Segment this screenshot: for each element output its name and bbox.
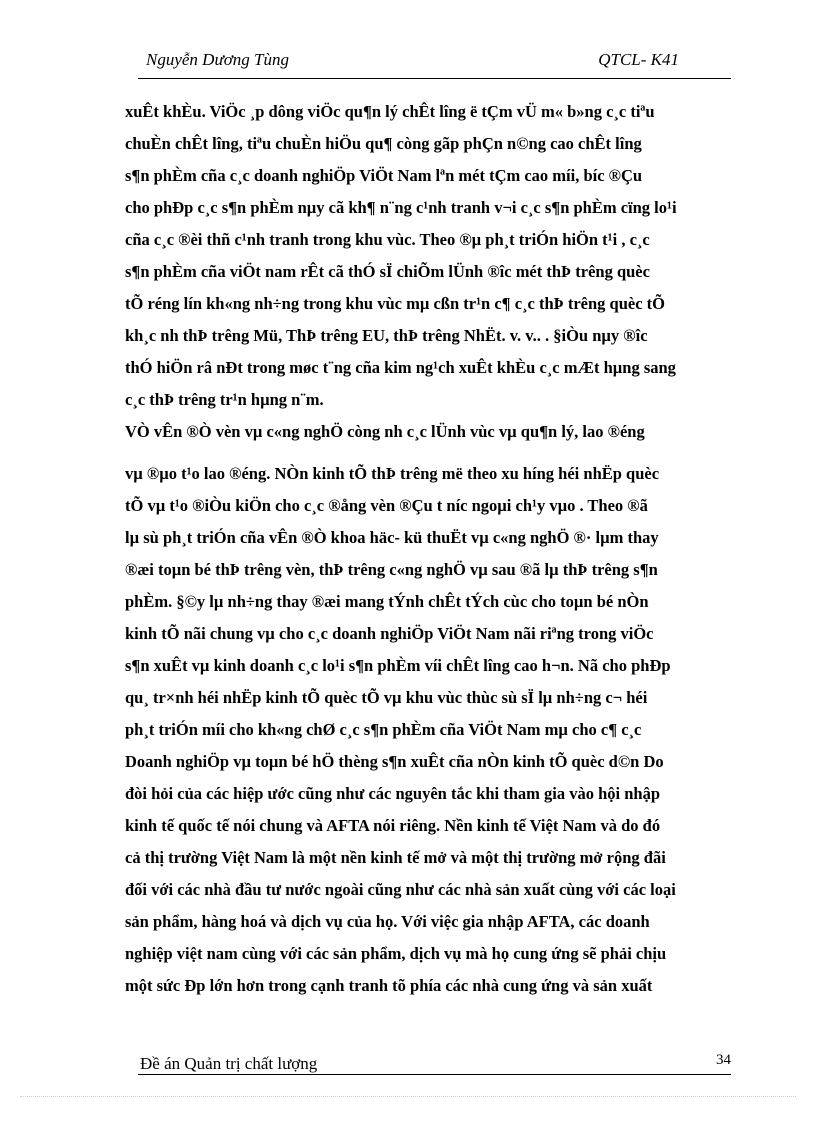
body-line: ph¸t triÓn míi cho kh«ng chØ c¸c s¶n phÈm cña ViÖt Nam mµ cho c¶ c¸c: [125, 720, 642, 739]
header-course: QTCL- K41: [598, 50, 679, 69]
body-line: sản phẩm, hàng hoá và dịch vụ của họ. Với việc gia nhập AFTA, các doanh: [125, 912, 650, 931]
body-line: tÕ vµ t¹o ®iÒu kiÖn cho c¸c ®ång vèn ®Çu t níc ngoµi ch¹y vµo . Theo ®ã: [125, 496, 648, 515]
body-line: ®æi toµn bé thÞ trêng vèn, thÞ trêng c«ng nghÖ vµ sau ®ã lµ thÞ trêng s¶n: [125, 560, 658, 579]
body-line: đòi hỏi của các hiệp ước cũng như các nguyên tắc khi tham gia vào hội nhập: [125, 784, 661, 803]
body-line: kinh tế quốc tế nói chung và AFTA nói riêng. Nền kinh tế Việt Nam và do đó: [125, 816, 661, 835]
header-author: Nguyễn Dương Tùng: [146, 50, 290, 69]
body-line: Doanh nghiÖp vµ toµn bé hÖ thèng s¶n xuÊt cña nÒn kinh tÕ quèc d©n Do: [125, 752, 664, 771]
body-line: cho phÐp c¸c s¶n phÈm nµy cã kh¶ n¨ng c¹nh tranh v¬i c¸c s¶n phÈm cïng lo¹i: [125, 198, 677, 217]
page-header: [138, 48, 731, 79]
body-line: s¶n phÈm cña c¸c doanh nghiÖp ViÖt Nam lªn mét tÇm cao míi, bíc ®Çu: [125, 166, 643, 185]
body-line: VÒ vÊn ®Ò vèn vµ c«ng nghÖ còng nh c¸c lÜnh vùc vµ qu¶n lý, lao ®éng: [125, 422, 645, 441]
body-line: tÕ réng lín kh«ng nh÷ng trong khu vùc mµ cßn tr¹n c¶ c¸c thÞ trêng quèc tÕ: [125, 294, 665, 313]
page-edge-divider: [20, 1096, 796, 1097]
body-line: kinh tÕ nãi chung vµ cho c¸c doanh nghiÖp ViÖt Nam nãi riªng trong viÖc: [125, 624, 654, 643]
body-line: cña c¸c ®èi thñ c¹nh tranh trong khu vùc. Theo ®µ ph¸t triÓn hiÖn t¹i , c¸c: [125, 230, 650, 249]
body-line: vµ ®µo t¹o lao ®éng. NÒn kinh tÕ thÞ trêng më theo xu híng héi nhËp quèc: [125, 464, 660, 483]
body-line: thÓ hiÖn râ nÐt trong møc t¨ng cña kim ng¹ch xuÊt khÈu c¸c mÆt hµng sang: [125, 358, 676, 377]
body-line: đối với các nhà đầu tư nước ngoài cũng như các nhà sản xuất cùng với các loại: [125, 880, 676, 899]
body-line: cả thị trường Việt Nam là một nền kinh tế mở và một thị trường mở rộng đãi: [125, 848, 666, 867]
body-line: s¶n xuÊt vµ kinh doanh c¸c lo¹i s¶n phÈm víi chÊt lîng cao h¬n. Nã cho phÐp: [125, 656, 671, 675]
body-line: nghiệp việt nam cùng với các sản phẩm, dịch vụ mà họ cung ứng sẽ phải chịu: [125, 944, 667, 963]
page-number: 34: [716, 1052, 731, 1068]
page-footer: [138, 1052, 731, 1075]
body-line: phÈm. §©y lµ nh÷ng thay ®æi mang tÝnh chÊt tÝch cùc cho toµn bé nÒn: [125, 592, 649, 611]
body-line: kh¸c nh thÞ trêng Mü, ThÞ trêng EU, thÞ trêng NhËt. v. v.. . §iÒu nµy ®îc: [125, 326, 648, 345]
body-line: lµ sù ph¸t triÓn cña vÊn ®Ò khoa häc- kü thuËt vµ c«ng nghÖ ®· lµm thay: [125, 528, 659, 547]
body-line: một sức Ðp lớn hơn trong cạnh tranh tõ phía các nhà cung ứng và sản xuất: [125, 976, 653, 995]
body-line: qu¸ tr×nh héi nhËp kinh tÕ quèc tÕ vµ khu vùc thùc sù sÏ lµ nh÷ng c¬ héi: [125, 688, 648, 707]
body-line: s¶n phÈm cña viÖt nam rÊt cã thÓ sÏ chiÕm lÜnh ®îc mét thÞ trêng quèc: [125, 262, 650, 281]
body-line: xuÊt khÈu. ViÖc ¸p dông viÖc qu¶n lý chÊt lîng ë tÇm vÜ m« b»ng c¸c tiªu: [125, 102, 655, 121]
body-line: c¸c thÞ trêng tr¹n hµng n¨m.: [125, 390, 324, 409]
body-text: [125, 102, 768, 996]
body-line: chuÈn chÊt lîng, tiªu chuÈn hiÖu qu¶ còng gãp phÇn n©ng cao chÊt lîng: [125, 134, 642, 153]
footer-title: Đề án Quản trị chất lượng: [140, 1054, 318, 1073]
